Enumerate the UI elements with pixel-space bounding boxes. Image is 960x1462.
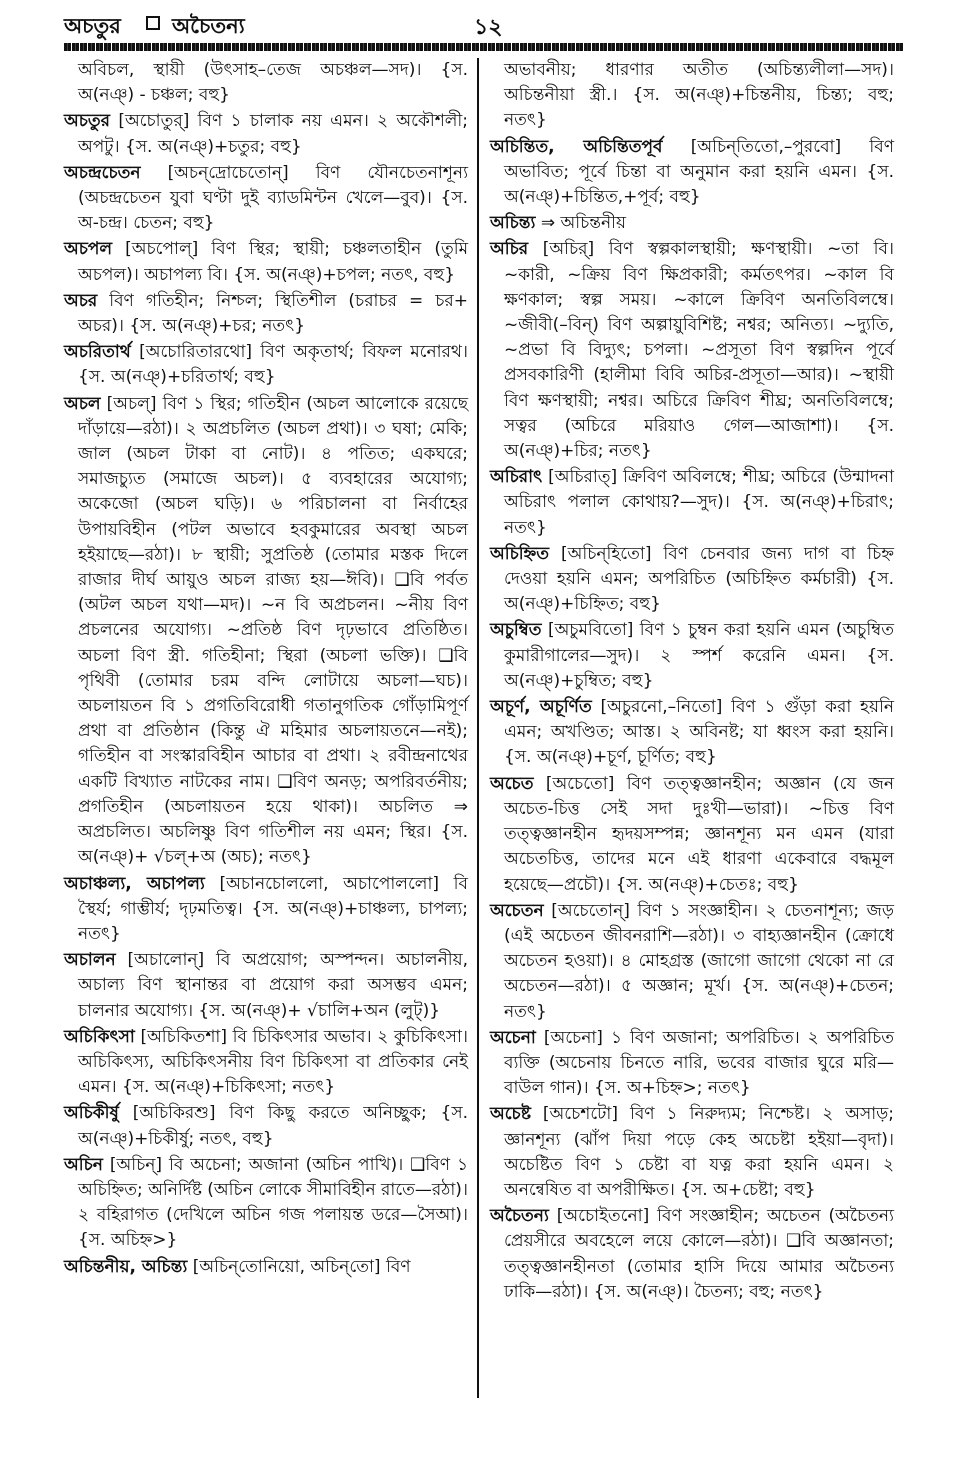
headword: অচরিতার্থ [64, 342, 131, 363]
pronunciation: [অচালোন্] [127, 950, 205, 971]
definition-text: ১ বিণ অজানা; অপরিচিত। ২ অপরিচিত ব্যক্তি (অচেনায় চিনতে নারি, ভবের বাজার ঘুরে মরি—বাউল গান)। {স. অ+চিহ্ন>; নতৎ} [504, 1027, 895, 1099]
pronunciation: [অচির্] [542, 239, 595, 260]
headword: অচৈতন্য [490, 1206, 549, 1227]
dictionary-entry [490, 618, 894, 694]
definition-text: বিণ [385, 1256, 411, 1277]
pronunciation: [অচল্] [106, 393, 157, 414]
definition-text: বিণ কিছু করতে অনিচ্ছুক; {স. অ(নঞ্‌)+চিকীর্ষু; নতৎ, বহু} [78, 1103, 469, 1149]
headword: অচির [490, 239, 529, 260]
dictionary-entry [64, 872, 468, 948]
headword: অচেত [490, 773, 534, 794]
dictionary-entry [64, 237, 468, 287]
left-column [64, 58, 468, 1281]
definition-text: বিণ অভাবিত; পূর্বে চিন্তা বা অনুমান করা হয়নি এমন। {স. অ(নঞ্‌)+চিন্তিত,+পূর্ব; বহু} [504, 136, 894, 208]
headword: অচেতন [490, 900, 544, 921]
dictionary-entry [490, 1204, 894, 1305]
pronunciation: [অচিন্‌তিতো,–পুরবো] [690, 136, 842, 157]
headword: অচপল [64, 239, 113, 260]
definition-text: বিণ অকৃতার্থ; বিফল মনোরথ। {স. অ(নঞ্‌)+চরিতার্থ; বহু} [78, 342, 469, 388]
column-divider [477, 58, 479, 1398]
pronunciation: [অচিকিরশু] [132, 1103, 216, 1124]
dictionary-entry [64, 161, 468, 237]
pronunciation: [অচেতোন্] [551, 900, 630, 921]
headword: অচুম্বিত [490, 620, 542, 641]
pronunciation: [অচপোল্] [125, 239, 199, 260]
headword: অচিন [64, 1154, 103, 1175]
definition-text: অভাবনীয়; ধারণার অতীত (অচিন্ত্যলীলা—সদ)। অচিন্তনীয়া স্ত্রী.। {স. অ(নঞ্‌)+চিন্তনীয়, চিন্ত্য; বহু; নতৎ} [504, 60, 894, 131]
dictionary-entry [64, 289, 468, 339]
definition-text: বি স্থৈর্য; গাম্ভীর্য; দৃঢ়মতিত্ব। {স. অ(নঞ্‌)+চাঞ্চল্য, চাপল্য; নতৎ} [78, 873, 468, 944]
dictionary-entry [490, 58, 894, 134]
definition-text: বিণ ১ গুঁড়া করা হয়নি এমন; অখণ্ডিত; আস্ত। ২ অবিনষ্ট; যা ধ্বংস করা হয়নি। {স. অ(নঞ্‌)+চূর্ণ, চূর্ণিত; বহু} [504, 697, 895, 768]
headword: অচিন্তিত, অচিন্তিতপূর্ব [490, 136, 663, 157]
dictionary-entry [64, 1101, 468, 1151]
dictionary-entry [64, 340, 468, 390]
definition-text: বিণ ১ স্থির; গতিহীন (অচল আলোকে রয়েছে দাঁড়ায়ে—রঠা)। ২ অপ্রচলিত (অচল প্রথা)। ৩ ঘষা; মেকি; জাল (অচল টাকা বা নোট)। ৪ পতিত; একঘরে; সমাজচ্যুত (সমাজে অচল)। ৫ ব্যবহারের অযোগ্য; অকেজো (অচল ঘড়ি)। ৬ পরিচালনা বা নির্বাহের উপায়বিহীন (পটল অভাবে হবকুমারের অবস্থা অচল হইয়াছে—রঠা)। ৮ স্থায়ী; সুপ্রতিষ্ঠ (তোমার মস্তক দিলে রাজার দীর্ঘ আয়ুও অচল রাজ্য হয়—ঈবি)। ❑বি পর্বত (অটল অচল যথা—মদ)। ~ন বি অপ্রচলন। ~নীয় বিণ প্রচলনের অযোগ্য। ~প্রতিষ্ঠ বিণ দৃঢ়ভাবে প্রতিষ্ঠিত। অচলা বিণ স্ত্রী. গতিহীনা; স্থিরা (অচলা ভক্তি)। ❑বি পৃথিবী (তোমার চরম বন্দি লোটায়ে অচলা—ঘচ)। অচলায়তন বি ১ প্রগতিবিরোধী গতানুগতিক গোঁড়ামিপূর্ণ প্রথা বা প্রতিষ্ঠান (কিন্তু ঐ মহিমার অচলায়তনে—নই); গতিহীন বা সংস্কারবিহীন আচার বা প্রথা। ২ রবীন্দ্রনাথের একটি বিখ্যাত নাটকের নাম। ❑বিণ অনড়; অপরিবর্তনীয়; প্রগতিহীন (অচলায়তন হয়ে থাকা)। অচলিত ⇒ অপ্রচলিত। অচলিষ্ণু বিণ গতিশীল নয় এমন; স্থির। {স. অ(নঞ্‌)+ √চল্+অ (অচ); নতৎ} [78, 393, 469, 868]
headword: অচূর্ণ, অচূর্ণিত [490, 697, 592, 718]
pronunciation: [অচানচোললো, অচাপোললো] [219, 873, 440, 894]
pronunciation: [অচোতুর্] [118, 111, 190, 132]
dictionary-entry [490, 1026, 894, 1102]
guide-word-first: অচতুর [64, 14, 121, 38]
pronunciation: [অচেতো] [545, 773, 615, 794]
definition-text: ক্রিবিণ অবিলম্বে; শীঘ্র; অচিরে (উন্মাদনা অচিরাৎ পলাল কোথায়?—সুদ)। {স. অ(নঞ্‌)+চিরাৎ; নতৎ} [504, 467, 895, 538]
headword: অচিন্ত্য [490, 213, 536, 234]
pronunciation: [অচুমবিতো] [547, 620, 634, 641]
dictionary-entry [64, 392, 468, 871]
headword: অচেষ্ট [490, 1104, 531, 1125]
guide-word-last: অচৈতন্য [172, 14, 245, 38]
dictionary-entry [64, 109, 468, 159]
definition-text: বিণ ১ চালাক নয় এমন। ২ অকৌশলী; অপটু। {স. অ(নঞ্‌)+চতুর; বহু} [78, 111, 469, 157]
definition-text: বিণ ১ নিরুদ্যম; নিশ্চেষ্ট। ২ অসাড়; জ্ঞানশূন্য (ঝাঁপ দিয়া পড়ে কেহ অচেষ্টা হইয়া—বৃদা)। অচেষ্টিত বিণ ১ চেষ্টা বা যত্ন করা হয়নি এমন। ২ অনন্বেষিত বা অপরীক্ষিত। {স. অ+চেষ্টা; বহু} [504, 1104, 894, 1200]
headword: অচিন্তনীয়, অচিন্ত্য [64, 1256, 188, 1277]
dictionary-entry [490, 465, 894, 541]
headword: অচর [64, 290, 98, 311]
guide-separator-box [146, 16, 160, 30]
dictionary-entry [490, 695, 894, 771]
headword: অচন্দ্রচেতন [64, 162, 141, 183]
definition-text: বি চিকিৎসার অভাব। ২ কুচিকিৎসা। অচিকিৎস্য, অচিকিৎসনীয় বিণ চিকিৎসা বা প্রতিকার নেই এমন। {স. অ(নঞ্‌)+চিকিৎসা; নতৎ} [78, 1026, 469, 1098]
definition-text: বিণ ১ চুম্বন করা হয়নি এমন (অচুম্বিত কুমারীগালের—সুদ)। ২ স্পর্শ করেনি এমন। {স. অ(নঞ্‌)+চুম্বিত; বহু} [504, 620, 894, 691]
pronunciation: [অচিন্‌হিতো] [560, 543, 652, 564]
headword: অচিহ্নিত [490, 543, 550, 564]
pronunciation: [অচেনা] [543, 1027, 603, 1048]
pronunciation: [অচুরনো,–নিতো] [600, 697, 723, 718]
definition-text: বিণ স্থির; স্থায়ী; চঞ্চলতাহীন (তুমি অচপল)। অচাপল্য বি। {স. অ(নঞ্‌)+চপল; নতৎ, বহু} [78, 239, 469, 285]
definition-text: ⇒ অচিন্তনীয় [540, 213, 626, 234]
dictionary-entry [64, 1153, 468, 1254]
headword: অচেনা [490, 1027, 536, 1048]
headword: অচালন [64, 950, 116, 971]
dictionary-entry [490, 211, 894, 236]
definition-text: বিণ স্বল্পকালস্থায়ী; ক্ষণস্থায়ী। ~তা বি। ~কারী, ~ক্রিয় বিণ ক্ষিপ্রকারী; কর্মতৎপর। ~কাল বি ক্ষণকাল; স্বল্প সময়। ~কালে ক্রিবিণ অনতিবিলম্বে। ~জীবী(–বিন্) বিণ অল্পায়ুবিশিষ্ট; নশ্বর; অনিত্য। ~দ্যুতি, ~প্রভা বি বিদ্যুৎ; চপলা। ~প্রসূতা বিণ স্বল্পদিন পূর্বে প্রসবকারিণী (হালীমা বিবি অচির-প্রসূতা—আর)। ~স্থায়ী বিণ ক্ষণস্থায়ী; নশ্বর। অচিরে ক্রিবিণ শীঘ্র; অনতিবিলম্বে; সত্বর (অচিরে মরিয়াও গেল—আজাশা)। {স. অ(নঞ্‌)+চির; নতৎ} [504, 239, 895, 462]
headword: অচতুর [64, 111, 111, 132]
pronunciation: [অচেশটো] [542, 1104, 618, 1125]
dictionary-entry [490, 237, 894, 464]
dictionary-entry [490, 1102, 894, 1203]
dictionary-entry [490, 899, 894, 1025]
dictionary-entry [64, 1255, 468, 1280]
definition-text: অবিচল, স্থায়ী (উৎসাহ–তেজ অচঞ্চল—সদ)। {স. অ(নঞ্‌) - চঞ্চল; বহু} [78, 60, 468, 106]
dictionary-entry [64, 1025, 468, 1101]
pronunciation: [অচিন্] [109, 1154, 163, 1175]
pronunciation: [অচন্‌দ্রোচেতোন্] [167, 162, 289, 183]
headword: অচল [64, 393, 101, 414]
definition-text: বি অপ্রয়োগ; অস্পন্দন। অচালনীয়, অচাল্য বিণ স্থানান্তর বা প্রয়োগ করা অসম্ভব এমন; চালনার অযোগ্য। {স. অ(নঞ্‌)+ √চালি+অন (লুট্)} [78, 950, 468, 1021]
header-rule [64, 43, 904, 51]
dictionary-entry [64, 948, 468, 1024]
definition-text: বিণ সংজ্ঞাহীন; অচেতন (অচৈতন্য প্রেয়সীরে অবহেলে লয়ে কোলে—রঠা)। ❑বি অজ্ঞানতা; তত্ত্বজ্ঞানহীনতা (তোমার হাসি দিয়ে আমার অচৈতন্য ঢাকি—রঠা)। {স. অ(নঞ্‌)। চৈতন্য; বহু; নতৎ} [504, 1206, 894, 1302]
headword: অচিকীর্ষু [64, 1103, 119, 1124]
definition-text: বিণ যৌনচেতনাশূন্য (অচন্দ্রচেতন যুবা ঘণ্টা দুই ব্যাডমিন্টন খেলে—বুব)। {স. অ-চন্দ্র। চেতন; বহু} [78, 162, 468, 234]
pronunciation: [অচিকিতশা] [140, 1026, 227, 1047]
pronunciation: [অচিন্‌তোনিয়ো, অচিন্‌তো] [192, 1256, 381, 1277]
definition-text: বি অচেনা; অজানা (অচিন পাখি)। ❑বিণ ১ অচিহ্নিত; অনির্দিষ্ট (অচিন লোকে সীমাবিহীন রাতে—রঠা)। ২ বহিরাগত (দেখিলে অচিন গজ পলায়ন্ত ডরে—সৈআ)। {স. অচিহ্ন>} [78, 1154, 468, 1251]
dictionary-entry [490, 135, 894, 211]
pronunciation: [অচিরাত্] [548, 467, 618, 488]
definition-text: বিণ গতিহীন; নিশ্চল; স্থিতিশীল (চরাচর = চর+ অচর)। {স. অ(নঞ্‌)+চর; নতৎ} [78, 290, 468, 337]
definition-text: বিণ তত্ত্বজ্ঞানহীন; অজ্ঞান (যে জন অচেত-চিত্ত সেই সদা দুঃখী—ভারা)। ~চিত্ত বিণ তত্ত্বজ্ঞানহীন হৃদয়সম্পন্ন; জ্ঞানশূন্য মন এমন (যারা অচেতচিত্ত, তাদের মনে এই ধারণা একেবারে বদ্ধমূল হয়েছে—প্রচৌ)। {স. অ(নঞ্‌)+চেতঃ; বহু} [504, 773, 895, 895]
dictionary-entry [64, 58, 468, 108]
definition-text: বিণ চেনবার জন্য দাগ বা চিহ্ন দেওয়া হয়নি এমন; অপরিচিত (অচিহ্নিত কর্মচারী) {স. অ(নঞ্‌)+চিহ্নিত; বহু} [504, 543, 894, 615]
pronunciation: [অচোরিতারথো] [139, 342, 253, 363]
headword: অচিরাৎ [490, 467, 543, 488]
page-header [64, 10, 904, 40]
headword: অচাঞ্চল্য, অচাপল্য [64, 873, 205, 894]
page-number: ১২ [474, 15, 503, 40]
headword: অচিকিৎসা [64, 1026, 135, 1047]
dictionary-entry [490, 772, 894, 898]
pronunciation: [অচোইতনো] [556, 1206, 650, 1227]
dictionary-entry [490, 542, 894, 618]
right-column [490, 58, 894, 1306]
definition-text: বিণ ১ সংজ্ঞাহীন। ২ চেতনাশূন্য; জড় (এই অচেতন জীবনরাশি—রঠা)। ৩ বাহ্যজ্ঞানহীন (ক্রোধে অচেতন হওয়া)। ৪ মোহগ্রস্ত (জাগো জাগো থেকো না রে অচেতন—রঠা)। ৫ অজ্ঞান; মূর্খ। {স. অ(নঞ্‌)+চেতন; নতৎ} [504, 900, 895, 1022]
